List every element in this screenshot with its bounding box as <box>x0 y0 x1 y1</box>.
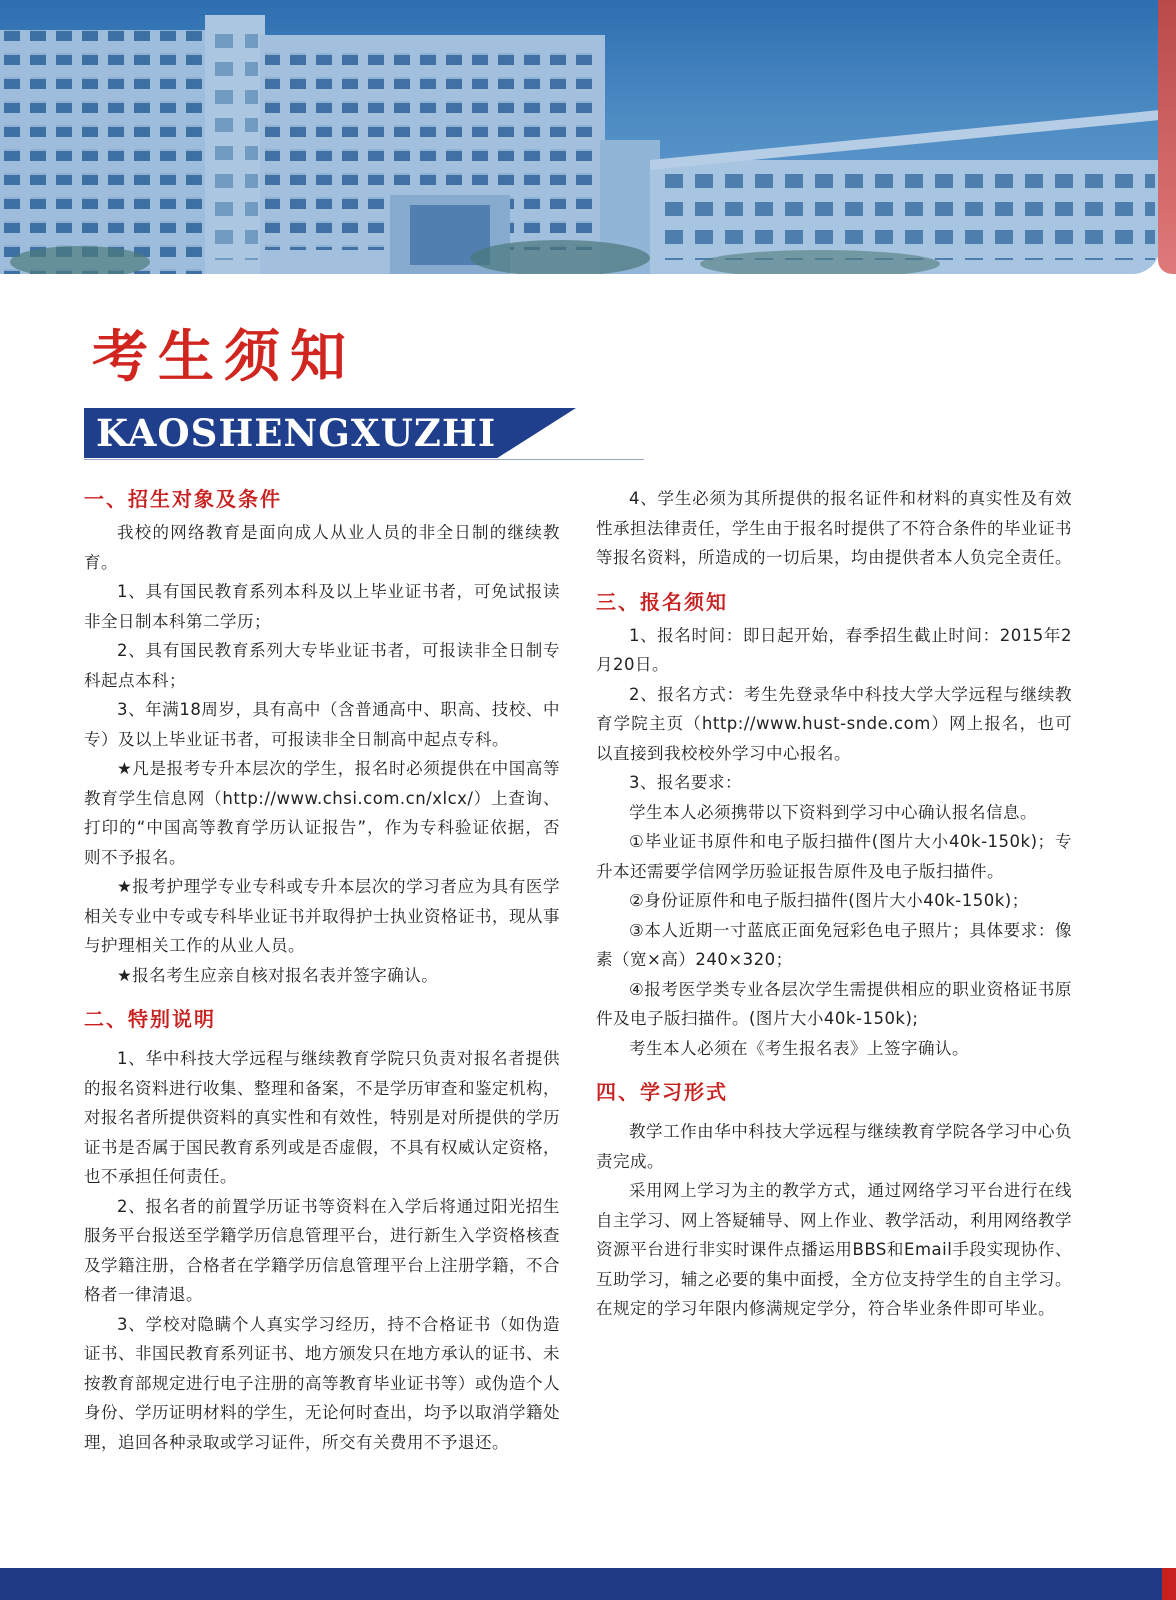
paragraph: 2、报名方式：考生先登录华中科技大学大学远程与继续教育学院主页（http://www.hust-snde.com）网上报名，也可以直接到我校校外学习中心报名。 <box>596 684 1072 763</box>
footer-bar <box>0 1568 1162 1600</box>
paragraph: ③本人近期一寸蓝底正面免冠彩色电子照片；具体要求：像素（宽×高）240×320； <box>596 920 1072 969</box>
paragraph: ★报考护理学专业专科或专升本层次的学习者应为具有医学相关专业中专或专科毕业证书并取得护士执业资格证书，现从事与护理相关工作的从业人员。 <box>84 877 560 955</box>
paragraph: 学生本人必须携带以下资料到学习中心确认报名信息。 <box>629 802 1037 822</box>
campus-buildings-illustration <box>0 0 1160 274</box>
paragraph: 3、报名要求： <box>629 773 742 792</box>
paragraph: 采用网上学习为主的教学方式，通过网络学习平台进行在线自主学习、网上答疑辅导、网上作业、教学活动，利用网络教学资源平台进行非实时课件点播运用BBS和Email手段实现协作、互助学习，辅之必要的集中面授，全方位支持学生的自主学习。在规定的学习年限内修满规定学分，符合毕业条件即可毕业。 <box>596 1181 1072 1318</box>
right-column <box>596 484 1072 1324</box>
paragraph: 2、报名者的前置学历证书等资料在入学后将通过阳光招生服务平台报送至学籍学历信息管理平台，进行新生入学资格核查及学籍注册，合格者在学籍学历信息管理平台上注册学籍，不合格者一律清退。 <box>84 1196 560 1304</box>
header-red-edge <box>1158 0 1176 274</box>
paragraph: 1、报名时间：即日起开始，春季招生截止时间：2015年2月20日。 <box>596 625 1072 674</box>
section-heading-study-format: 四、学习形式 <box>596 1080 728 1104</box>
paragraph: ②身份证原件和电子版扫描件(图片大小40k-150k)； <box>629 891 1029 910</box>
page-subtitle: KAOSHENGXUZHI <box>96 411 497 455</box>
paragraph: ★凡是报考专升本层次的学生，报名时必须提供在中国高等教育学生信息网（http://www.chsi.com.cn/xlcx/）上查询、打印的“中国高等教育学历认证报告”，作为专科验证依据，否则不予报名。 <box>84 759 560 867</box>
paragraph: ★报名考生应亲自核对报名表并签字确认。 <box>117 965 439 985</box>
paragraph: ①毕业证书原件和电子版扫描件(图片大小40k-150k)；专升本还需要学信网学历验证报告原件及电子版扫描件。 <box>596 832 1072 881</box>
paragraph: 3、学校对隐瞒个人真实学习经历，持不合格证书（如伪造证书、非国民教育系列证书、地方颁发只在地方承认的证书、未按教育部规定进行电子注册的高等教育毕业证书等）或伪造个人身份、学历证明材料的学生，无论何时查出，均予以取消学籍处理，追回各种录取或学习证件，所交有关费用不予退还。 <box>84 1314 560 1452</box>
paragraph: 教学工作由华中科技大学远程与继续教育学院各学习中心负责完成。 <box>596 1122 1072 1171</box>
page-title: 考生须知 <box>92 325 356 390</box>
section-heading-admission: 一、招生对象及条件 <box>84 487 282 511</box>
paragraph: 我校的网络教育是面向成人从业人员的非全日制的继续教育。 <box>84 523 560 572</box>
campus-photo-banner <box>0 0 1160 274</box>
title-divider <box>84 459 644 460</box>
paragraph: ④报考医学类专业各层次学生需提供相应的职业资格证书原件及电子版扫描件。(图片大小40k-150k); <box>596 979 1072 1028</box>
footer-red-accent <box>1162 1568 1176 1600</box>
paragraph: 3、年满18周岁，具有高中（含普通高中、职高、技校、中专）及以上毕业证书者，可报读非全日制高中起点专科。 <box>84 700 560 749</box>
paragraph: 1、华中科技大学远程与继续教育学院只负责对报名者提供的报名资料进行收集、整理和备案，不是学历审查和鉴定机构，对报名者所提供资料的真实性和有效性，特别是对所提供的学历证书是否属于国民教育系列或是否虚假，不具有权威认定资格，也不承担任何责任。 <box>84 1049 560 1186</box>
paragraph: 4、学生必须为其所提供的报名证件和材料的真实性及有效性承担法律责任，学生由于报名时提供了不符合条件的毕业证书等报名资料，所造成的一切后果，均由提供者本人负完全责任。 <box>596 489 1072 567</box>
paragraph: 1、具有国民教育系列本科及以上毕业证书者，可免试报读非全日制本科第二学历； <box>84 582 560 631</box>
section-heading-special-notes: 二、特别说明 <box>84 1007 216 1031</box>
paragraph: 2、具有国民教育系列大专毕业证书者，可报读非全日制专科起点本科； <box>84 641 560 690</box>
paragraph: 考生本人必须在《考生报名表》上签字确认。 <box>629 1038 969 1058</box>
section-heading-registration: 三、报名须知 <box>596 589 728 614</box>
left-column <box>84 484 560 1457</box>
